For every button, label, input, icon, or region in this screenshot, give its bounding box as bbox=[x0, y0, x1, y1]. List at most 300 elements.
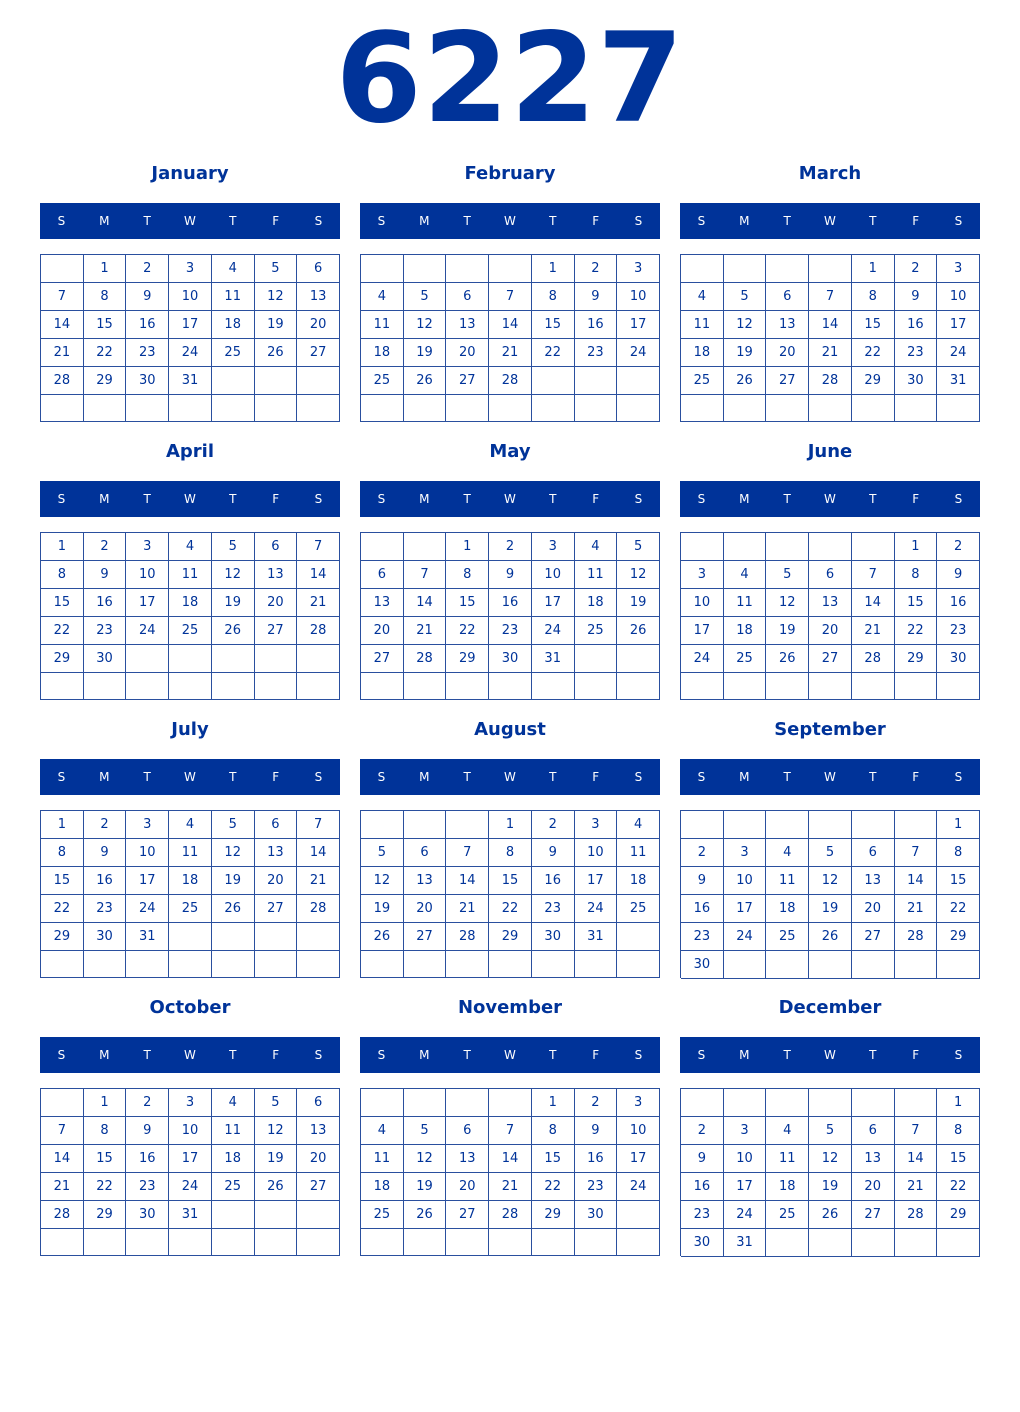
day-cell: 18 bbox=[212, 1145, 255, 1173]
weekday-label: T bbox=[869, 214, 877, 228]
empty-day-cell bbox=[681, 533, 724, 561]
empty-day-cell bbox=[617, 395, 660, 422]
day-cell: 27 bbox=[255, 617, 298, 645]
weekday-label: F bbox=[272, 770, 280, 784]
weekday-label: T bbox=[549, 770, 557, 784]
day-cell: 27 bbox=[404, 923, 447, 951]
month-name: September bbox=[774, 719, 886, 740]
day-cell: 8 bbox=[937, 1117, 980, 1145]
day-cell: 17 bbox=[575, 867, 618, 895]
month-name: June bbox=[807, 441, 853, 462]
day-cell: 18 bbox=[361, 339, 404, 367]
day-cell: 10 bbox=[617, 283, 660, 311]
empty-day-cell bbox=[766, 395, 809, 422]
day-cell: 30 bbox=[532, 923, 575, 951]
weekday-label: T bbox=[783, 214, 791, 228]
day-cell: 22 bbox=[937, 895, 980, 923]
day-cell: 1 bbox=[937, 811, 980, 839]
empty-day-cell bbox=[255, 1201, 298, 1229]
day-cell: 22 bbox=[937, 1173, 980, 1201]
empty-day-cell bbox=[361, 395, 404, 422]
day-cell: 3 bbox=[169, 255, 212, 283]
weekday-label: W bbox=[184, 1048, 196, 1062]
empty-day-cell bbox=[937, 395, 980, 422]
day-cell: 19 bbox=[809, 1173, 852, 1201]
empty-day-cell bbox=[126, 1229, 169, 1256]
weekday-header bbox=[680, 759, 980, 795]
day-cell: 14 bbox=[809, 311, 852, 339]
weekday-label: W bbox=[184, 770, 196, 784]
empty-day-cell bbox=[212, 951, 255, 978]
empty-day-cell bbox=[617, 923, 660, 951]
day-cell: 28 bbox=[297, 617, 340, 645]
empty-day-cell bbox=[361, 811, 404, 839]
day-cell: 15 bbox=[41, 867, 84, 895]
empty-day-cell bbox=[446, 1229, 489, 1256]
empty-day-cell bbox=[169, 645, 212, 673]
empty-day-cell bbox=[489, 1089, 532, 1117]
weekday-label: T bbox=[549, 1048, 557, 1062]
day-cell: 26 bbox=[724, 367, 767, 395]
weekday-label: W bbox=[184, 214, 196, 228]
weekday-label: F bbox=[592, 1048, 600, 1062]
empty-day-cell bbox=[169, 951, 212, 978]
day-cell: 17 bbox=[169, 311, 212, 339]
day-cell: 27 bbox=[446, 1201, 489, 1229]
day-cell: 26 bbox=[255, 1173, 298, 1201]
day-cell: 6 bbox=[852, 1117, 895, 1145]
day-cell: 6 bbox=[255, 533, 298, 561]
day-cell: 31 bbox=[169, 1201, 212, 1229]
empty-day-cell bbox=[489, 255, 532, 283]
day-cell: 25 bbox=[169, 617, 212, 645]
day-cell: 2 bbox=[126, 255, 169, 283]
month-name: January bbox=[151, 163, 229, 184]
day-grid bbox=[360, 532, 660, 700]
empty-day-cell bbox=[489, 395, 532, 422]
day-cell: 24 bbox=[126, 617, 169, 645]
day-cell: 13 bbox=[809, 589, 852, 617]
weekday-label: T bbox=[783, 1048, 791, 1062]
day-cell: 30 bbox=[126, 1201, 169, 1229]
day-cell: 20 bbox=[446, 339, 489, 367]
empty-day-cell bbox=[255, 367, 298, 395]
day-cell: 8 bbox=[489, 839, 532, 867]
day-cell: 28 bbox=[489, 367, 532, 395]
weekday-label: T bbox=[463, 492, 471, 506]
day-cell: 6 bbox=[361, 561, 404, 589]
weekday-label: S bbox=[697, 214, 706, 228]
day-cell: 13 bbox=[446, 311, 489, 339]
day-cell: 24 bbox=[169, 339, 212, 367]
day-cell: 26 bbox=[212, 617, 255, 645]
day-cell: 9 bbox=[126, 1117, 169, 1145]
empty-day-cell bbox=[212, 367, 255, 395]
day-cell: 10 bbox=[532, 561, 575, 589]
empty-day-cell bbox=[41, 395, 84, 422]
empty-day-cell bbox=[895, 395, 938, 422]
weekday-label: S bbox=[634, 770, 643, 784]
day-cell: 24 bbox=[126, 895, 169, 923]
day-cell: 16 bbox=[681, 895, 724, 923]
day-cell: 30 bbox=[84, 645, 127, 673]
day-cell: 3 bbox=[937, 255, 980, 283]
day-cell: 10 bbox=[169, 1117, 212, 1145]
day-cell: 20 bbox=[809, 617, 852, 645]
day-cell: 21 bbox=[297, 867, 340, 895]
empty-day-cell bbox=[361, 951, 404, 978]
weekday-label: S bbox=[954, 214, 963, 228]
month-name: April bbox=[165, 441, 215, 462]
day-cell: 14 bbox=[446, 867, 489, 895]
day-cell: 15 bbox=[532, 311, 575, 339]
day-cell: 11 bbox=[617, 839, 660, 867]
day-cell: 4 bbox=[169, 533, 212, 561]
day-cell: 3 bbox=[169, 1089, 212, 1117]
empty-day-cell bbox=[446, 951, 489, 978]
empty-day-cell bbox=[724, 1089, 767, 1117]
day-cell: 1 bbox=[489, 811, 532, 839]
weekday-label: S bbox=[57, 214, 66, 228]
empty-day-cell bbox=[575, 951, 618, 978]
day-cell: 25 bbox=[361, 1201, 404, 1229]
day-cell: 8 bbox=[84, 283, 127, 311]
day-cell: 4 bbox=[724, 561, 767, 589]
weekday-label: T bbox=[869, 1048, 877, 1062]
day-cell: 7 bbox=[446, 839, 489, 867]
day-cell: 24 bbox=[937, 339, 980, 367]
empty-day-cell bbox=[532, 673, 575, 700]
day-cell: 2 bbox=[84, 533, 127, 561]
weekday-label: T bbox=[549, 492, 557, 506]
day-cell: 18 bbox=[169, 589, 212, 617]
empty-day-cell bbox=[84, 1229, 127, 1256]
day-cell: 7 bbox=[895, 1117, 938, 1145]
day-cell: 3 bbox=[724, 839, 767, 867]
day-cell: 23 bbox=[681, 923, 724, 951]
empty-day-cell bbox=[681, 673, 724, 700]
day-cell: 2 bbox=[84, 811, 127, 839]
day-cell: 21 bbox=[41, 1173, 84, 1201]
day-cell: 18 bbox=[575, 589, 618, 617]
day-cell: 31 bbox=[937, 367, 980, 395]
day-cell: 16 bbox=[84, 867, 127, 895]
day-cell: 27 bbox=[852, 923, 895, 951]
day-cell: 21 bbox=[404, 617, 447, 645]
day-cell: 7 bbox=[297, 811, 340, 839]
day-cell: 16 bbox=[681, 1173, 724, 1201]
weekday-label: W bbox=[824, 492, 836, 506]
weekday-label: S bbox=[634, 214, 643, 228]
empty-day-cell bbox=[724, 673, 767, 700]
empty-day-cell bbox=[809, 811, 852, 839]
day-cell: 17 bbox=[617, 1145, 660, 1173]
weekday-label: S bbox=[697, 770, 706, 784]
empty-day-cell bbox=[297, 1201, 340, 1229]
empty-day-cell bbox=[575, 1229, 618, 1256]
day-cell: 9 bbox=[681, 867, 724, 895]
empty-day-cell bbox=[617, 1229, 660, 1256]
day-cell: 21 bbox=[852, 617, 895, 645]
day-cell: 26 bbox=[212, 895, 255, 923]
day-cell: 19 bbox=[617, 589, 660, 617]
day-cell: 1 bbox=[84, 255, 127, 283]
empty-day-cell bbox=[297, 395, 340, 422]
day-cell: 12 bbox=[617, 561, 660, 589]
day-cell: 9 bbox=[126, 283, 169, 311]
day-cell: 29 bbox=[41, 923, 84, 951]
day-cell: 25 bbox=[361, 367, 404, 395]
day-cell: 3 bbox=[126, 533, 169, 561]
day-cell: 29 bbox=[446, 645, 489, 673]
day-cell: 1 bbox=[937, 1089, 980, 1117]
empty-day-cell bbox=[852, 811, 895, 839]
weekday-label: S bbox=[57, 1048, 66, 1062]
empty-day-cell bbox=[895, 1089, 938, 1117]
day-cell: 27 bbox=[446, 367, 489, 395]
day-cell: 25 bbox=[212, 339, 255, 367]
day-cell: 9 bbox=[681, 1145, 724, 1173]
weekday-label: W bbox=[824, 770, 836, 784]
empty-day-cell bbox=[212, 1229, 255, 1256]
day-cell: 10 bbox=[724, 1145, 767, 1173]
day-cell: 15 bbox=[852, 311, 895, 339]
day-cell: 29 bbox=[84, 1201, 127, 1229]
day-cell: 21 bbox=[41, 339, 84, 367]
empty-day-cell bbox=[404, 1089, 447, 1117]
day-cell: 7 bbox=[404, 561, 447, 589]
day-cell: 28 bbox=[852, 645, 895, 673]
day-cell: 31 bbox=[575, 923, 618, 951]
weekday-label: M bbox=[739, 214, 750, 228]
day-cell: 11 bbox=[169, 839, 212, 867]
day-cell: 5 bbox=[766, 561, 809, 589]
day-cell: 14 bbox=[404, 589, 447, 617]
day-cell: 25 bbox=[212, 1173, 255, 1201]
empty-day-cell bbox=[766, 255, 809, 283]
day-cell: 8 bbox=[84, 1117, 127, 1145]
day-cell: 12 bbox=[766, 589, 809, 617]
day-cell: 25 bbox=[681, 367, 724, 395]
day-cell: 25 bbox=[617, 895, 660, 923]
day-cell: 11 bbox=[361, 1145, 404, 1173]
day-cell: 4 bbox=[766, 839, 809, 867]
day-cell: 19 bbox=[404, 339, 447, 367]
day-cell: 23 bbox=[937, 617, 980, 645]
empty-day-cell bbox=[937, 673, 980, 700]
day-cell: 28 bbox=[895, 923, 938, 951]
day-cell: 17 bbox=[532, 589, 575, 617]
day-cell: 20 bbox=[766, 339, 809, 367]
day-cell: 4 bbox=[766, 1117, 809, 1145]
day-cell: 30 bbox=[84, 923, 127, 951]
empty-day-cell bbox=[681, 811, 724, 839]
weekday-label: M bbox=[739, 770, 750, 784]
empty-day-cell bbox=[809, 951, 852, 979]
day-cell: 14 bbox=[895, 1145, 938, 1173]
day-cell: 7 bbox=[895, 839, 938, 867]
weekday-label: F bbox=[912, 214, 920, 228]
empty-day-cell bbox=[84, 673, 127, 700]
day-cell: 15 bbox=[84, 1145, 127, 1173]
day-grid bbox=[40, 532, 340, 700]
day-cell: 13 bbox=[852, 1145, 895, 1173]
day-cell: 13 bbox=[297, 283, 340, 311]
day-cell: 4 bbox=[212, 255, 255, 283]
day-cell: 11 bbox=[766, 1145, 809, 1173]
month-name: May bbox=[489, 441, 531, 462]
weekday-label: F bbox=[272, 214, 280, 228]
day-cell: 20 bbox=[297, 1145, 340, 1173]
day-cell: 12 bbox=[255, 283, 298, 311]
day-cell: 14 bbox=[41, 311, 84, 339]
day-cell: 26 bbox=[809, 923, 852, 951]
empty-day-cell bbox=[617, 951, 660, 978]
day-cell: 9 bbox=[895, 283, 938, 311]
day-cell: 24 bbox=[575, 895, 618, 923]
day-cell: 27 bbox=[297, 1173, 340, 1201]
day-cell: 16 bbox=[937, 589, 980, 617]
day-cell: 11 bbox=[681, 311, 724, 339]
empty-day-cell bbox=[575, 367, 618, 395]
day-cell: 6 bbox=[297, 1089, 340, 1117]
day-cell: 3 bbox=[617, 1089, 660, 1117]
day-cell: 24 bbox=[617, 1173, 660, 1201]
empty-day-cell bbox=[297, 367, 340, 395]
day-cell: 13 bbox=[255, 839, 298, 867]
day-cell: 7 bbox=[41, 1117, 84, 1145]
empty-day-cell bbox=[297, 1229, 340, 1256]
weekday-label: T bbox=[143, 1048, 151, 1062]
month-name: October bbox=[149, 997, 231, 1018]
weekday-label: F bbox=[912, 492, 920, 506]
day-cell: 1 bbox=[41, 533, 84, 561]
empty-day-cell bbox=[84, 951, 127, 978]
empty-day-cell bbox=[212, 923, 255, 951]
empty-day-cell bbox=[575, 645, 618, 673]
weekday-label: T bbox=[549, 214, 557, 228]
empty-day-cell bbox=[617, 367, 660, 395]
day-cell: 3 bbox=[532, 533, 575, 561]
month-name: December bbox=[778, 997, 882, 1018]
empty-day-cell bbox=[852, 951, 895, 979]
empty-day-cell bbox=[404, 951, 447, 978]
weekday-label: T bbox=[783, 770, 791, 784]
day-cell: 1 bbox=[446, 533, 489, 561]
day-cell: 23 bbox=[126, 1173, 169, 1201]
day-cell: 9 bbox=[84, 839, 127, 867]
day-cell: 25 bbox=[724, 645, 767, 673]
month-name: November bbox=[457, 997, 563, 1018]
day-cell: 1 bbox=[852, 255, 895, 283]
empty-day-cell bbox=[937, 951, 980, 979]
day-cell: 30 bbox=[681, 1229, 724, 1257]
empty-day-cell bbox=[766, 533, 809, 561]
day-cell: 23 bbox=[895, 339, 938, 367]
empty-day-cell bbox=[41, 951, 84, 978]
weekday-header bbox=[40, 203, 340, 239]
day-cell: 20 bbox=[404, 895, 447, 923]
day-cell: 2 bbox=[681, 839, 724, 867]
weekday-header bbox=[680, 481, 980, 517]
day-cell: 20 bbox=[852, 895, 895, 923]
day-cell: 24 bbox=[617, 339, 660, 367]
weekday-label: F bbox=[592, 492, 600, 506]
day-cell: 22 bbox=[84, 1173, 127, 1201]
day-cell: 22 bbox=[41, 895, 84, 923]
weekday-header bbox=[680, 203, 980, 239]
day-cell: 22 bbox=[41, 617, 84, 645]
weekday-label: S bbox=[57, 492, 66, 506]
day-cell: 16 bbox=[532, 867, 575, 895]
empty-day-cell bbox=[852, 673, 895, 700]
day-cell: 19 bbox=[809, 895, 852, 923]
weekday-label: S bbox=[377, 214, 386, 228]
day-cell: 5 bbox=[212, 533, 255, 561]
empty-day-cell bbox=[297, 923, 340, 951]
day-cell: 2 bbox=[575, 255, 618, 283]
day-cell: 27 bbox=[852, 1201, 895, 1229]
day-cell: 13 bbox=[361, 589, 404, 617]
day-cell: 2 bbox=[532, 811, 575, 839]
day-cell: 30 bbox=[681, 951, 724, 979]
day-cell: 8 bbox=[895, 561, 938, 589]
day-cell: 12 bbox=[361, 867, 404, 895]
empty-day-cell bbox=[532, 367, 575, 395]
day-cell: 1 bbox=[895, 533, 938, 561]
weekday-label: M bbox=[99, 1048, 110, 1062]
day-cell: 6 bbox=[446, 1117, 489, 1145]
empty-day-cell bbox=[212, 1201, 255, 1229]
day-cell: 22 bbox=[895, 617, 938, 645]
day-cell: 18 bbox=[361, 1173, 404, 1201]
day-cell: 15 bbox=[532, 1145, 575, 1173]
empty-day-cell bbox=[724, 255, 767, 283]
day-grid bbox=[40, 810, 340, 978]
day-cell: 19 bbox=[404, 1173, 447, 1201]
weekday-label: S bbox=[634, 1048, 643, 1062]
day-cell: 16 bbox=[126, 311, 169, 339]
day-cell: 28 bbox=[41, 367, 84, 395]
empty-day-cell bbox=[212, 673, 255, 700]
day-cell: 30 bbox=[126, 367, 169, 395]
day-cell: 12 bbox=[212, 839, 255, 867]
day-cell: 6 bbox=[852, 839, 895, 867]
day-cell: 24 bbox=[724, 923, 767, 951]
day-cell: 24 bbox=[169, 1173, 212, 1201]
empty-day-cell bbox=[255, 923, 298, 951]
day-cell: 24 bbox=[681, 645, 724, 673]
day-cell: 8 bbox=[532, 283, 575, 311]
empty-day-cell bbox=[852, 533, 895, 561]
day-cell: 21 bbox=[297, 589, 340, 617]
empty-day-cell bbox=[724, 395, 767, 422]
weekday-label: S bbox=[314, 1048, 323, 1062]
day-cell: 13 bbox=[255, 561, 298, 589]
weekday-label: S bbox=[697, 492, 706, 506]
weekday-label: T bbox=[229, 214, 237, 228]
weekday-label: F bbox=[592, 214, 600, 228]
empty-day-cell bbox=[895, 951, 938, 979]
weekday-label: F bbox=[592, 770, 600, 784]
empty-day-cell bbox=[681, 395, 724, 422]
empty-day-cell bbox=[489, 951, 532, 978]
day-cell: 18 bbox=[169, 867, 212, 895]
day-cell: 23 bbox=[532, 895, 575, 923]
day-cell: 4 bbox=[361, 1117, 404, 1145]
empty-day-cell bbox=[361, 1229, 404, 1256]
day-cell: 4 bbox=[169, 811, 212, 839]
